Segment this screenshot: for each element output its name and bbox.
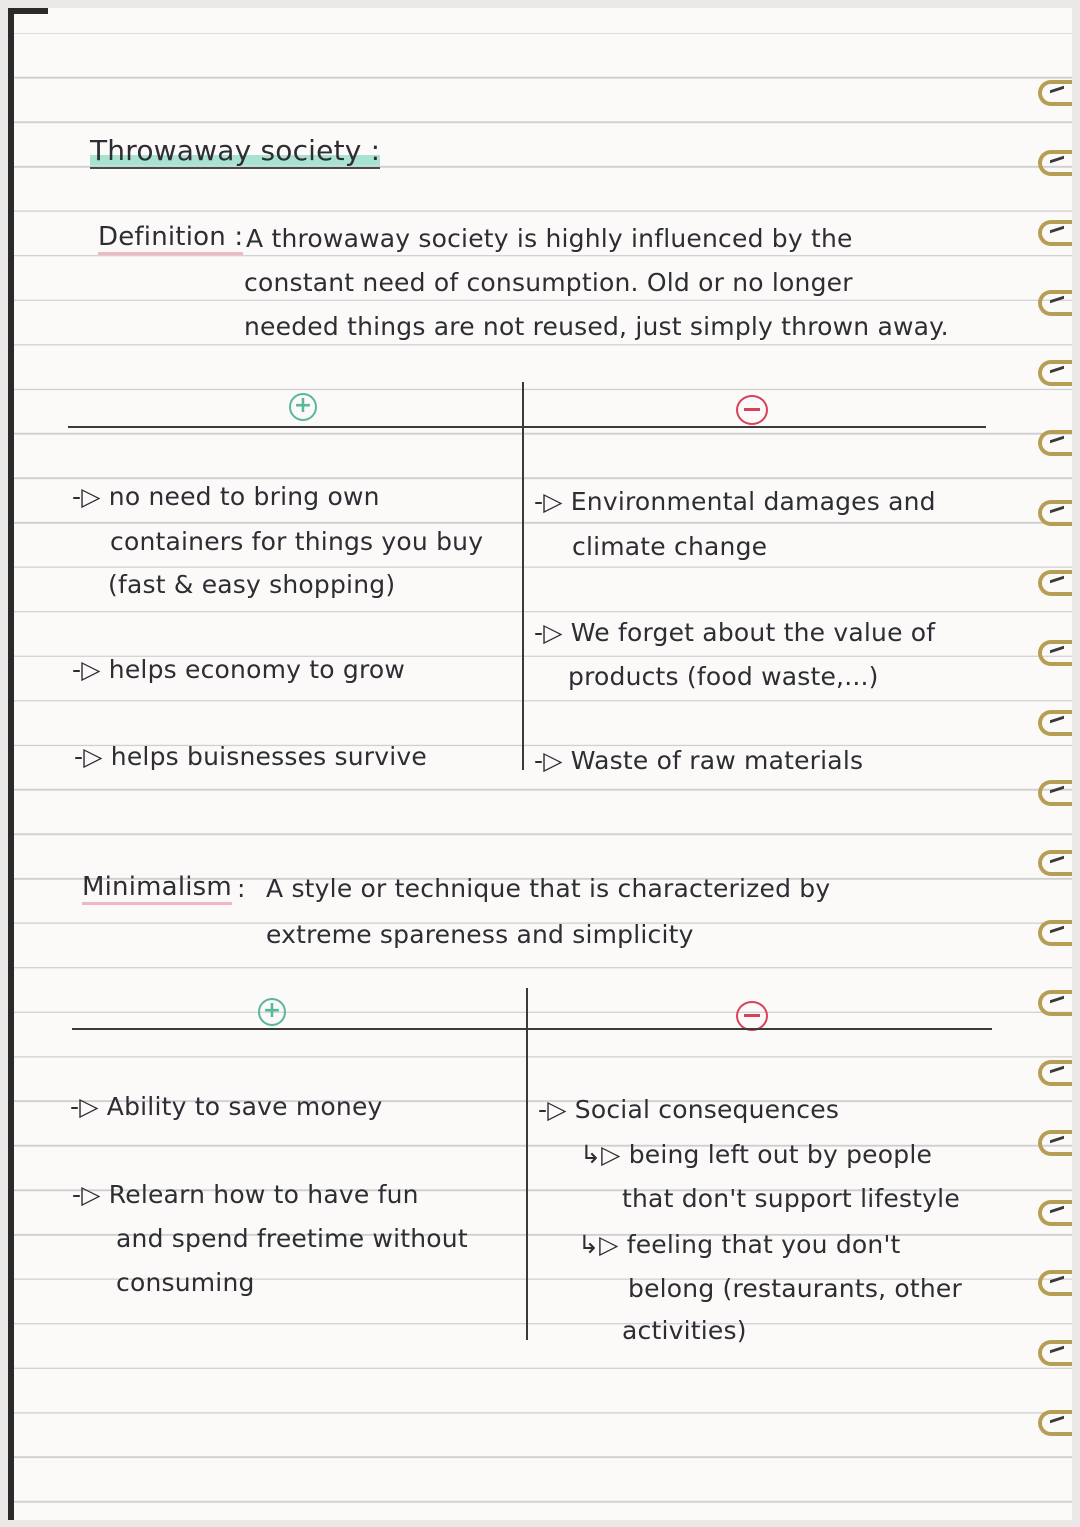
pro-item: -▷ helps buisnesses survive <box>74 742 427 771</box>
spiral-ring <box>1038 710 1072 736</box>
minimalism-definition-line: A style or technique that is characterized by <box>266 874 831 903</box>
pro-item: containers for things you buy <box>110 527 484 556</box>
spiral-ring <box>1038 570 1072 596</box>
con-subitem: activities) <box>622 1316 747 1345</box>
spiral-ring <box>1038 1130 1072 1156</box>
spiral-ring <box>1038 920 1072 946</box>
spiral-ring <box>1038 1200 1072 1226</box>
table-divider <box>526 988 528 1340</box>
con-subitem: that don't support lifestyle <box>622 1184 960 1213</box>
plus-circle-icon: + <box>289 393 317 421</box>
spiral-ring <box>1038 640 1072 666</box>
con-subitem: belong (restaurants, other <box>628 1274 962 1303</box>
table-header-rule <box>72 1028 992 1030</box>
table-divider <box>522 382 524 770</box>
pro-item: -▷ no need to bring own <box>72 482 380 511</box>
definition-label: Definition : <box>98 222 243 255</box>
minimalism-label: Minimalism <box>82 872 232 905</box>
con-item: -▷ Waste of raw materials <box>534 746 864 775</box>
minimalism-definition-line: extreme spareness and simplicity <box>266 920 694 949</box>
binder-edge-top <box>8 8 48 14</box>
spiral-binding <box>1032 80 1072 1460</box>
con-item: -▷ Environmental damages and <box>534 487 936 516</box>
definition-line: needed things are not reused, just simply thrown away. <box>244 312 949 341</box>
page-title: Throwaway society : <box>90 134 381 167</box>
con-subitem: ↳▷ feeling that you don't <box>578 1230 901 1259</box>
minus-circle-icon <box>736 395 768 425</box>
con-subitem: ↳▷ being left out by people <box>580 1140 933 1169</box>
definition-line: A throwaway society is highly influenced by the <box>246 224 853 253</box>
spiral-ring <box>1038 430 1072 456</box>
con-item: climate change <box>572 532 768 561</box>
con-item: -▷ Social consequences <box>538 1095 840 1124</box>
spiral-ring <box>1038 1270 1072 1296</box>
spiral-ring <box>1038 220 1072 246</box>
spiral-ring <box>1038 1340 1072 1366</box>
minus-circle-icon <box>736 1001 768 1031</box>
spiral-ring <box>1038 360 1072 386</box>
pro-item: consuming <box>116 1268 255 1297</box>
definition-line: constant need of consumption. Old or no longer <box>244 268 853 297</box>
binder-edge <box>8 8 14 1520</box>
pro-item: -▷ Ability to save money <box>70 1092 383 1121</box>
plus-circle-icon: + <box>258 998 286 1026</box>
spiral-ring <box>1038 1410 1072 1436</box>
spiral-ring <box>1038 990 1072 1016</box>
pro-item: (fast & easy shopping) <box>108 570 396 599</box>
pro-item: -▷ Relearn how to have fun <box>72 1180 419 1209</box>
pro-item: and spend freetime without <box>116 1224 468 1253</box>
spiral-ring <box>1038 780 1072 806</box>
spiral-ring <box>1038 80 1072 106</box>
spiral-ring <box>1038 1060 1072 1086</box>
table-header-rule <box>68 426 986 428</box>
spiral-ring <box>1038 290 1072 316</box>
pro-item: -▷ helps economy to grow <box>72 655 406 684</box>
spiral-ring <box>1038 150 1072 176</box>
spiral-ring <box>1038 850 1072 876</box>
con-item: products (food waste,...) <box>568 662 879 691</box>
spiral-ring <box>1038 500 1072 526</box>
con-item: -▷ We forget about the value of <box>534 618 936 647</box>
colon: : <box>237 874 246 903</box>
